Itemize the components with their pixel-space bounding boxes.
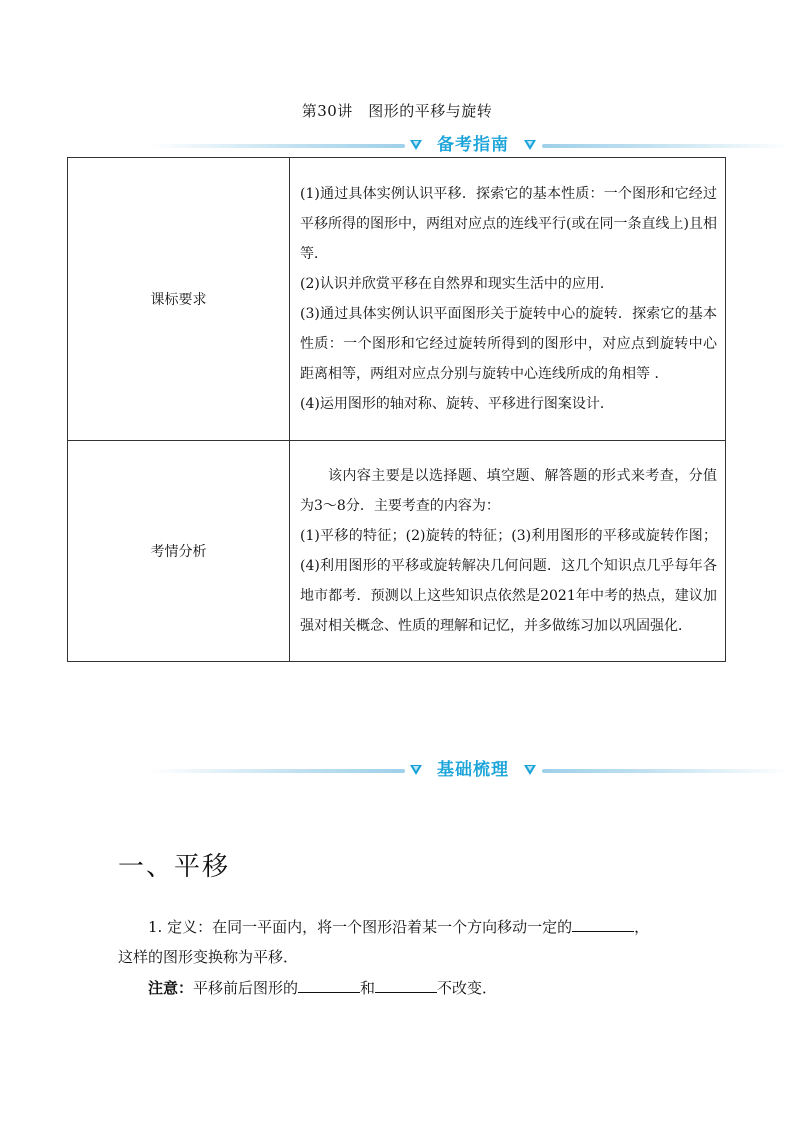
basics-banner-label: 基础梳理 xyxy=(437,760,509,780)
definition-paragraph xyxy=(118,912,698,942)
definition-continued: 这样的图形变换称为平移． xyxy=(118,948,299,966)
page-title: 第30讲 图形的平移与旋转 xyxy=(301,102,493,120)
row-content xyxy=(290,441,726,662)
guide-banner-label: 备考指南 xyxy=(437,135,509,155)
content-paragraph: (3)通过具体实例认识平面图形关于旋转中心的旋转．探索它的基本性质：一个图形和它经过旋转所得到的图形中，对应点到旋转中心距离相等，两组对应点分别与旋转中心连线所成的角相等 ． xyxy=(300,306,717,382)
banner-arrow-icon xyxy=(522,762,538,778)
banner-arrow-icon xyxy=(522,137,538,153)
content-paragraph: (4)运用图形的轴对称、旋转、平移进行图案设计． xyxy=(300,396,614,412)
banner-line-right xyxy=(542,769,790,773)
guide-banner xyxy=(150,134,790,156)
basics-banner xyxy=(150,759,790,781)
banner-arrow-icon xyxy=(408,762,424,778)
content-paragraph: (2)认识并欣赏平移在自然界和现实生活中的应用． xyxy=(300,276,614,292)
definition-number: 1. xyxy=(148,918,163,936)
answer-blank[interactable] xyxy=(375,978,437,993)
answer-blank[interactable] xyxy=(298,978,360,993)
note-text: 平移前后图形的 xyxy=(193,979,299,997)
guide-table xyxy=(67,157,726,662)
definition-text: 定义：在同一平面内，将一个图形沿着某一个方向移动一定的 xyxy=(167,918,573,936)
table-row xyxy=(68,441,726,662)
banner-arrow-icon xyxy=(408,137,424,153)
note-label: 注意： xyxy=(148,979,194,997)
banner-line-left xyxy=(150,769,405,773)
note-and: 和 xyxy=(360,979,376,997)
note-end: 不改变． xyxy=(437,979,498,997)
banner-line-right xyxy=(542,144,790,148)
banner-line-left xyxy=(150,144,405,148)
section-heading: 一、平移 xyxy=(118,852,231,882)
row-content xyxy=(290,158,726,441)
content-paragraph: (1)通过具体实例认识平移．探索它的基本性质：一个图形和它经过平移所得的图形中，两组对应点的连线平行(或在同一条直线上)且相等． xyxy=(300,186,717,262)
table-row xyxy=(68,158,726,441)
content-paragraph: 该内容主要是以选择题、填空题、解答题的形式来考查，分值为3～8分．主要考查的内容为： xyxy=(300,468,717,514)
answer-blank[interactable] xyxy=(572,917,634,932)
definition-punct: ， xyxy=(634,918,650,936)
content-paragraph: (1)平移的特征；(2)旋转的特征；(3)利用图形的平移或旋转作图；(4)利用图形的平移或旋转解决几何问题．这几个知识点几乎每年各地市都考．预测以上这些知识点依然是2021年中考的热点，建议加强对相关概念、性质的理解和记忆，并多做练习加以巩固强化． xyxy=(300,528,717,634)
row-label: 课标要求 xyxy=(68,158,290,441)
note-paragraph xyxy=(118,973,698,1003)
row-label: 考情分析 xyxy=(68,441,290,662)
